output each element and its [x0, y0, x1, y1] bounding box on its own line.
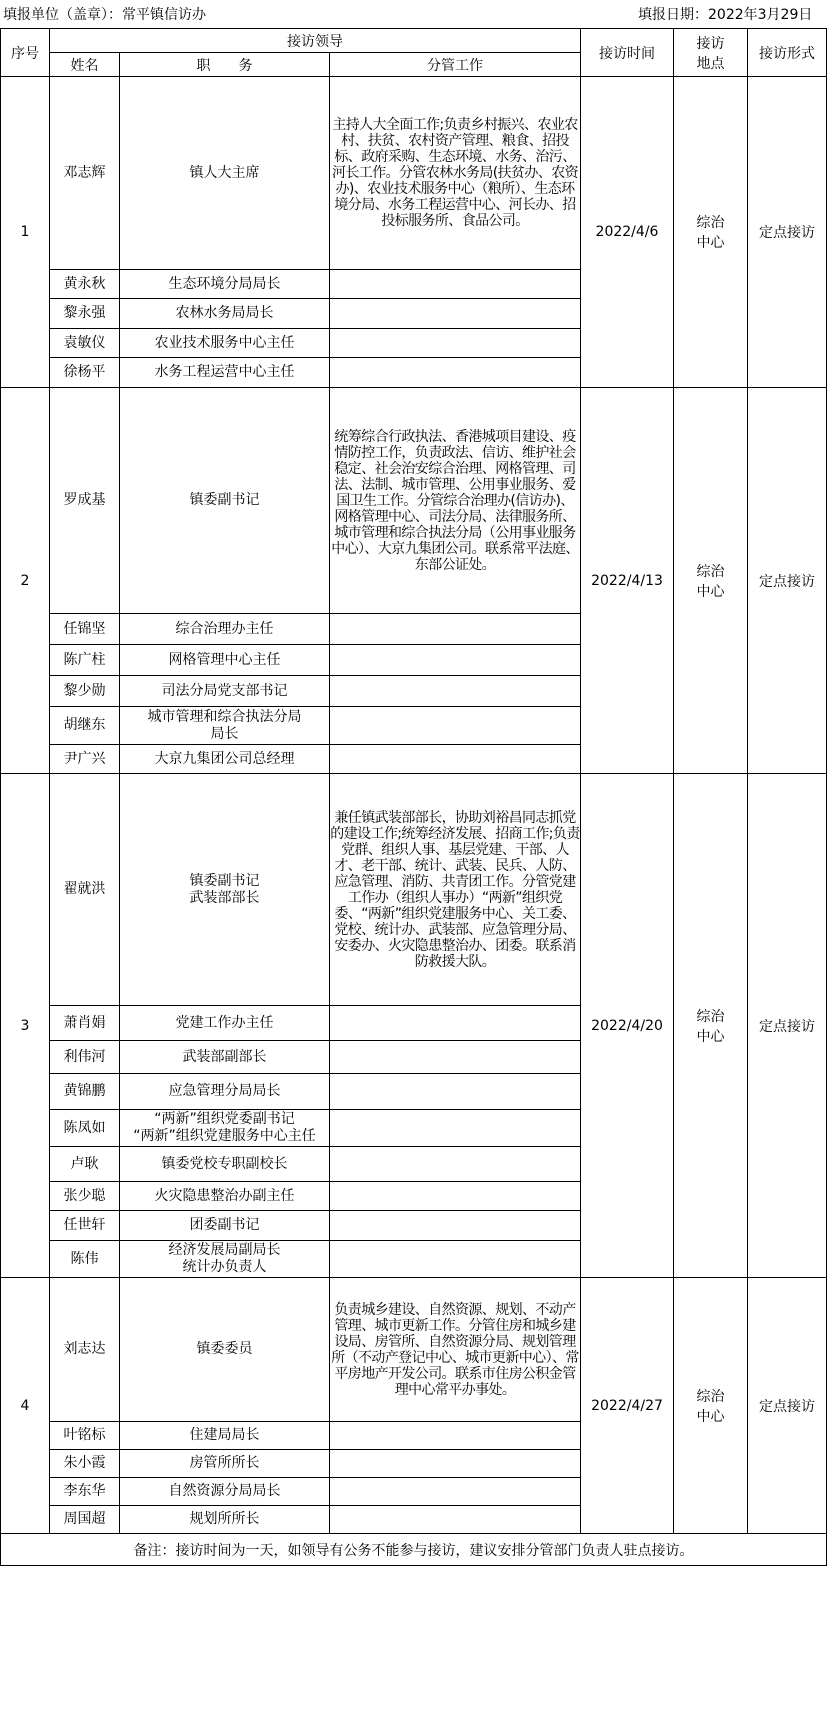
col-header-time: 接访时间 [581, 29, 674, 77]
member-name: 黄永秋 [50, 270, 120, 299]
member-position: 团委副书记 [120, 1211, 330, 1241]
member-name: 胡继东 [50, 707, 120, 745]
col-header-form: 接访形式 [748, 29, 827, 77]
reception-form: 定点接访 [748, 774, 827, 1278]
member-duty-empty [330, 1110, 581, 1147]
leader-row [1, 1278, 827, 1422]
member-duty-empty [330, 1006, 581, 1041]
member-name: 黄锦鹏 [50, 1074, 120, 1110]
member-duty-empty [330, 1241, 581, 1278]
member-duty-empty [330, 270, 581, 299]
reception-form: 定点接访 [748, 1278, 827, 1534]
reception-place: 综治 中心 [674, 1278, 748, 1534]
member-duty-empty [330, 329, 581, 358]
member-duty-empty [330, 1147, 581, 1182]
member-name: 尹广兴 [50, 745, 120, 774]
col-header-name: 姓名 [50, 53, 120, 77]
report-unit: 填报单位（盖章）：常平镇信访办 [3, 7, 206, 23]
member-position: 大京九集团公司总经理 [120, 745, 330, 774]
member-name: 周国超 [50, 1506, 120, 1534]
member-name: 黎永强 [50, 299, 120, 329]
member-position: 经济发展局副局长 统计办负责人 [120, 1241, 330, 1278]
leader-position: 镇委委员 [120, 1278, 330, 1422]
header-row-1 [1, 29, 827, 53]
col-header-duty: 分管工作 [330, 53, 581, 77]
footnote: 备注：接访时间为一天，如领导有公务不能参与接访，建议安排分管部门负责人驻点接访。 [1, 1534, 827, 1566]
member-duty-empty [330, 1422, 581, 1450]
member-duty-empty [330, 1041, 581, 1074]
member-name: 徐杨平 [50, 358, 120, 388]
leader-row [1, 77, 827, 270]
member-name: 朱小霞 [50, 1450, 120, 1478]
member-position: 水务工程运营中心主任 [120, 358, 330, 388]
reception-form: 定点接访 [748, 388, 827, 774]
member-name: 叶铭标 [50, 1422, 120, 1450]
member-duty-empty [330, 299, 581, 329]
member-position: “两新”组织党委副书记 “两新”组织党建服务中心主任 [120, 1110, 330, 1147]
member-position: 农林水务局局长 [120, 299, 330, 329]
member-duty-empty [330, 645, 581, 676]
leader-duty: 统筹综合行政执法、香港城项目建设、疫情防控工作，负责政法、信访、维护社会稳定、社会治安综合治理、网格管理、司法、法制、城市管理、公用事业服务、爱国卫生工作。分管综合治理办(信访办)、网格管理中心、司法分局、法律服务所、城市管理和综合执法分局（公用事业服务中心）、大京九集团公司。联系常平法庭、东部公证处。 [330, 388, 581, 614]
member-name: 袁敏仪 [50, 329, 120, 358]
member-name: 利伟河 [50, 1041, 120, 1074]
col-header-position: 职 务 [120, 53, 330, 77]
col-header-leaders: 接访领导 [50, 29, 581, 53]
member-position: 司法分局党支部书记 [120, 676, 330, 707]
leader-duty: 负责城乡建设、自然资源、规划、不动产管理、城市更新工作。分管住房和城乡建设局、房管所、自然资源分局、规划管理所（不动产登记中心、城市更新中心）、常平房地产开发公司。联系市住房公积金管理中心常平办事处。 [330, 1278, 581, 1422]
member-duty-empty [330, 676, 581, 707]
member-duty-empty [330, 1182, 581, 1211]
leader-name: 邓志辉 [50, 77, 120, 270]
member-position: 武装部副部长 [120, 1041, 330, 1074]
member-position: 生态环境分局局长 [120, 270, 330, 299]
reception-time: 2022/4/6 [581, 77, 674, 388]
member-position: 党建工作办主任 [120, 1006, 330, 1041]
member-name: 卢耿 [50, 1147, 120, 1182]
row-number: 1 [1, 77, 50, 388]
member-duty-empty [330, 707, 581, 745]
member-name: 陈广柱 [50, 645, 120, 676]
member-duty-empty [330, 1074, 581, 1110]
reception-place: 综治 中心 [674, 774, 748, 1278]
member-name: 任锦坚 [50, 614, 120, 645]
member-position: 城市管理和综合执法分局 局长 [120, 707, 330, 745]
row-number: 2 [1, 388, 50, 774]
reception-place: 综治 中心 [674, 77, 748, 388]
member-position: 网格管理中心主任 [120, 645, 330, 676]
member-name: 萧肖娟 [50, 1006, 120, 1041]
member-position: 规划所所长 [120, 1506, 330, 1534]
member-position: 综合治理办主任 [120, 614, 330, 645]
col-header-no: 序号 [1, 29, 50, 77]
member-name: 张少聪 [50, 1182, 120, 1211]
member-name: 陈伟 [50, 1241, 120, 1278]
reception-time: 2022/4/27 [581, 1278, 674, 1534]
leader-position: 镇人大主席 [120, 77, 330, 270]
member-duty-empty [330, 1450, 581, 1478]
leader-name: 翟就洪 [50, 774, 120, 1006]
member-duty-empty [330, 614, 581, 645]
member-position: 房管所所长 [120, 1450, 330, 1478]
member-position: 应急管理分局局长 [120, 1074, 330, 1110]
member-position: 自然资源分局局长 [120, 1478, 330, 1506]
leader-duty: 主持人大全面工作;负责乡村振兴、农业农村、扶贫、农村资产管理、粮食、招投标、政府采购、生态环境、水务、治污、河长工作。分管农林水务局(扶贫办、农资办)、农业技术服务中心（粮所）、生态环境分局、水务工程运营中心、河长办、招投标服务所、食品公司。 [330, 77, 581, 270]
leader-name: 罗成基 [50, 388, 120, 614]
member-name: 陈凤如 [50, 1110, 120, 1147]
leader-name: 刘志达 [50, 1278, 120, 1422]
member-position: 镇委党校专职副校长 [120, 1147, 330, 1182]
col-header-place: 接访 地点 [674, 29, 748, 77]
member-position: 住建局局长 [120, 1422, 330, 1450]
member-duty-empty [330, 1506, 581, 1534]
note-row [1, 1534, 827, 1566]
member-name: 黎少勋 [50, 676, 120, 707]
report-date: 填报日期：2022年3月29日 [638, 7, 813, 23]
reception-form: 定点接访 [748, 77, 827, 388]
member-duty-empty [330, 745, 581, 774]
member-duty-empty [330, 1478, 581, 1506]
leader-row [1, 774, 827, 1006]
member-position: 农业技术服务中心主任 [120, 329, 330, 358]
member-duty-empty [330, 358, 581, 388]
leader-row [1, 388, 827, 614]
reception-place: 综治 中心 [674, 388, 748, 774]
row-number: 4 [1, 1278, 50, 1534]
member-position: 火灾隐患整治办副主任 [120, 1182, 330, 1211]
member-name: 任世轩 [50, 1211, 120, 1241]
reception-schedule-table [0, 28, 827, 1566]
row-number: 3 [1, 774, 50, 1278]
leader-position: 镇委副书记 武装部部长 [120, 774, 330, 1006]
reception-time: 2022/4/13 [581, 388, 674, 774]
member-name: 李东华 [50, 1478, 120, 1506]
leader-position: 镇委副书记 [120, 388, 330, 614]
member-duty-empty [330, 1211, 581, 1241]
leader-duty: 兼任镇武装部部长，协助刘裕昌同志抓党的建设工作;统筹经济发展、招商工作;负责党群、组织人事、基层党建、干部、人才、老干部、统计、武装、民兵、人防、应急管理、消防、共青团工作。分管党建工作办（组织人事办）“两新”组织党委、“两新”组织党建服务中心、关工委、党校、统计办、武装部、应急管理分局、安委办、火灾隐患整治办、团委。联系消防救援大队。 [330, 774, 581, 1006]
reception-time: 2022/4/20 [581, 774, 674, 1278]
